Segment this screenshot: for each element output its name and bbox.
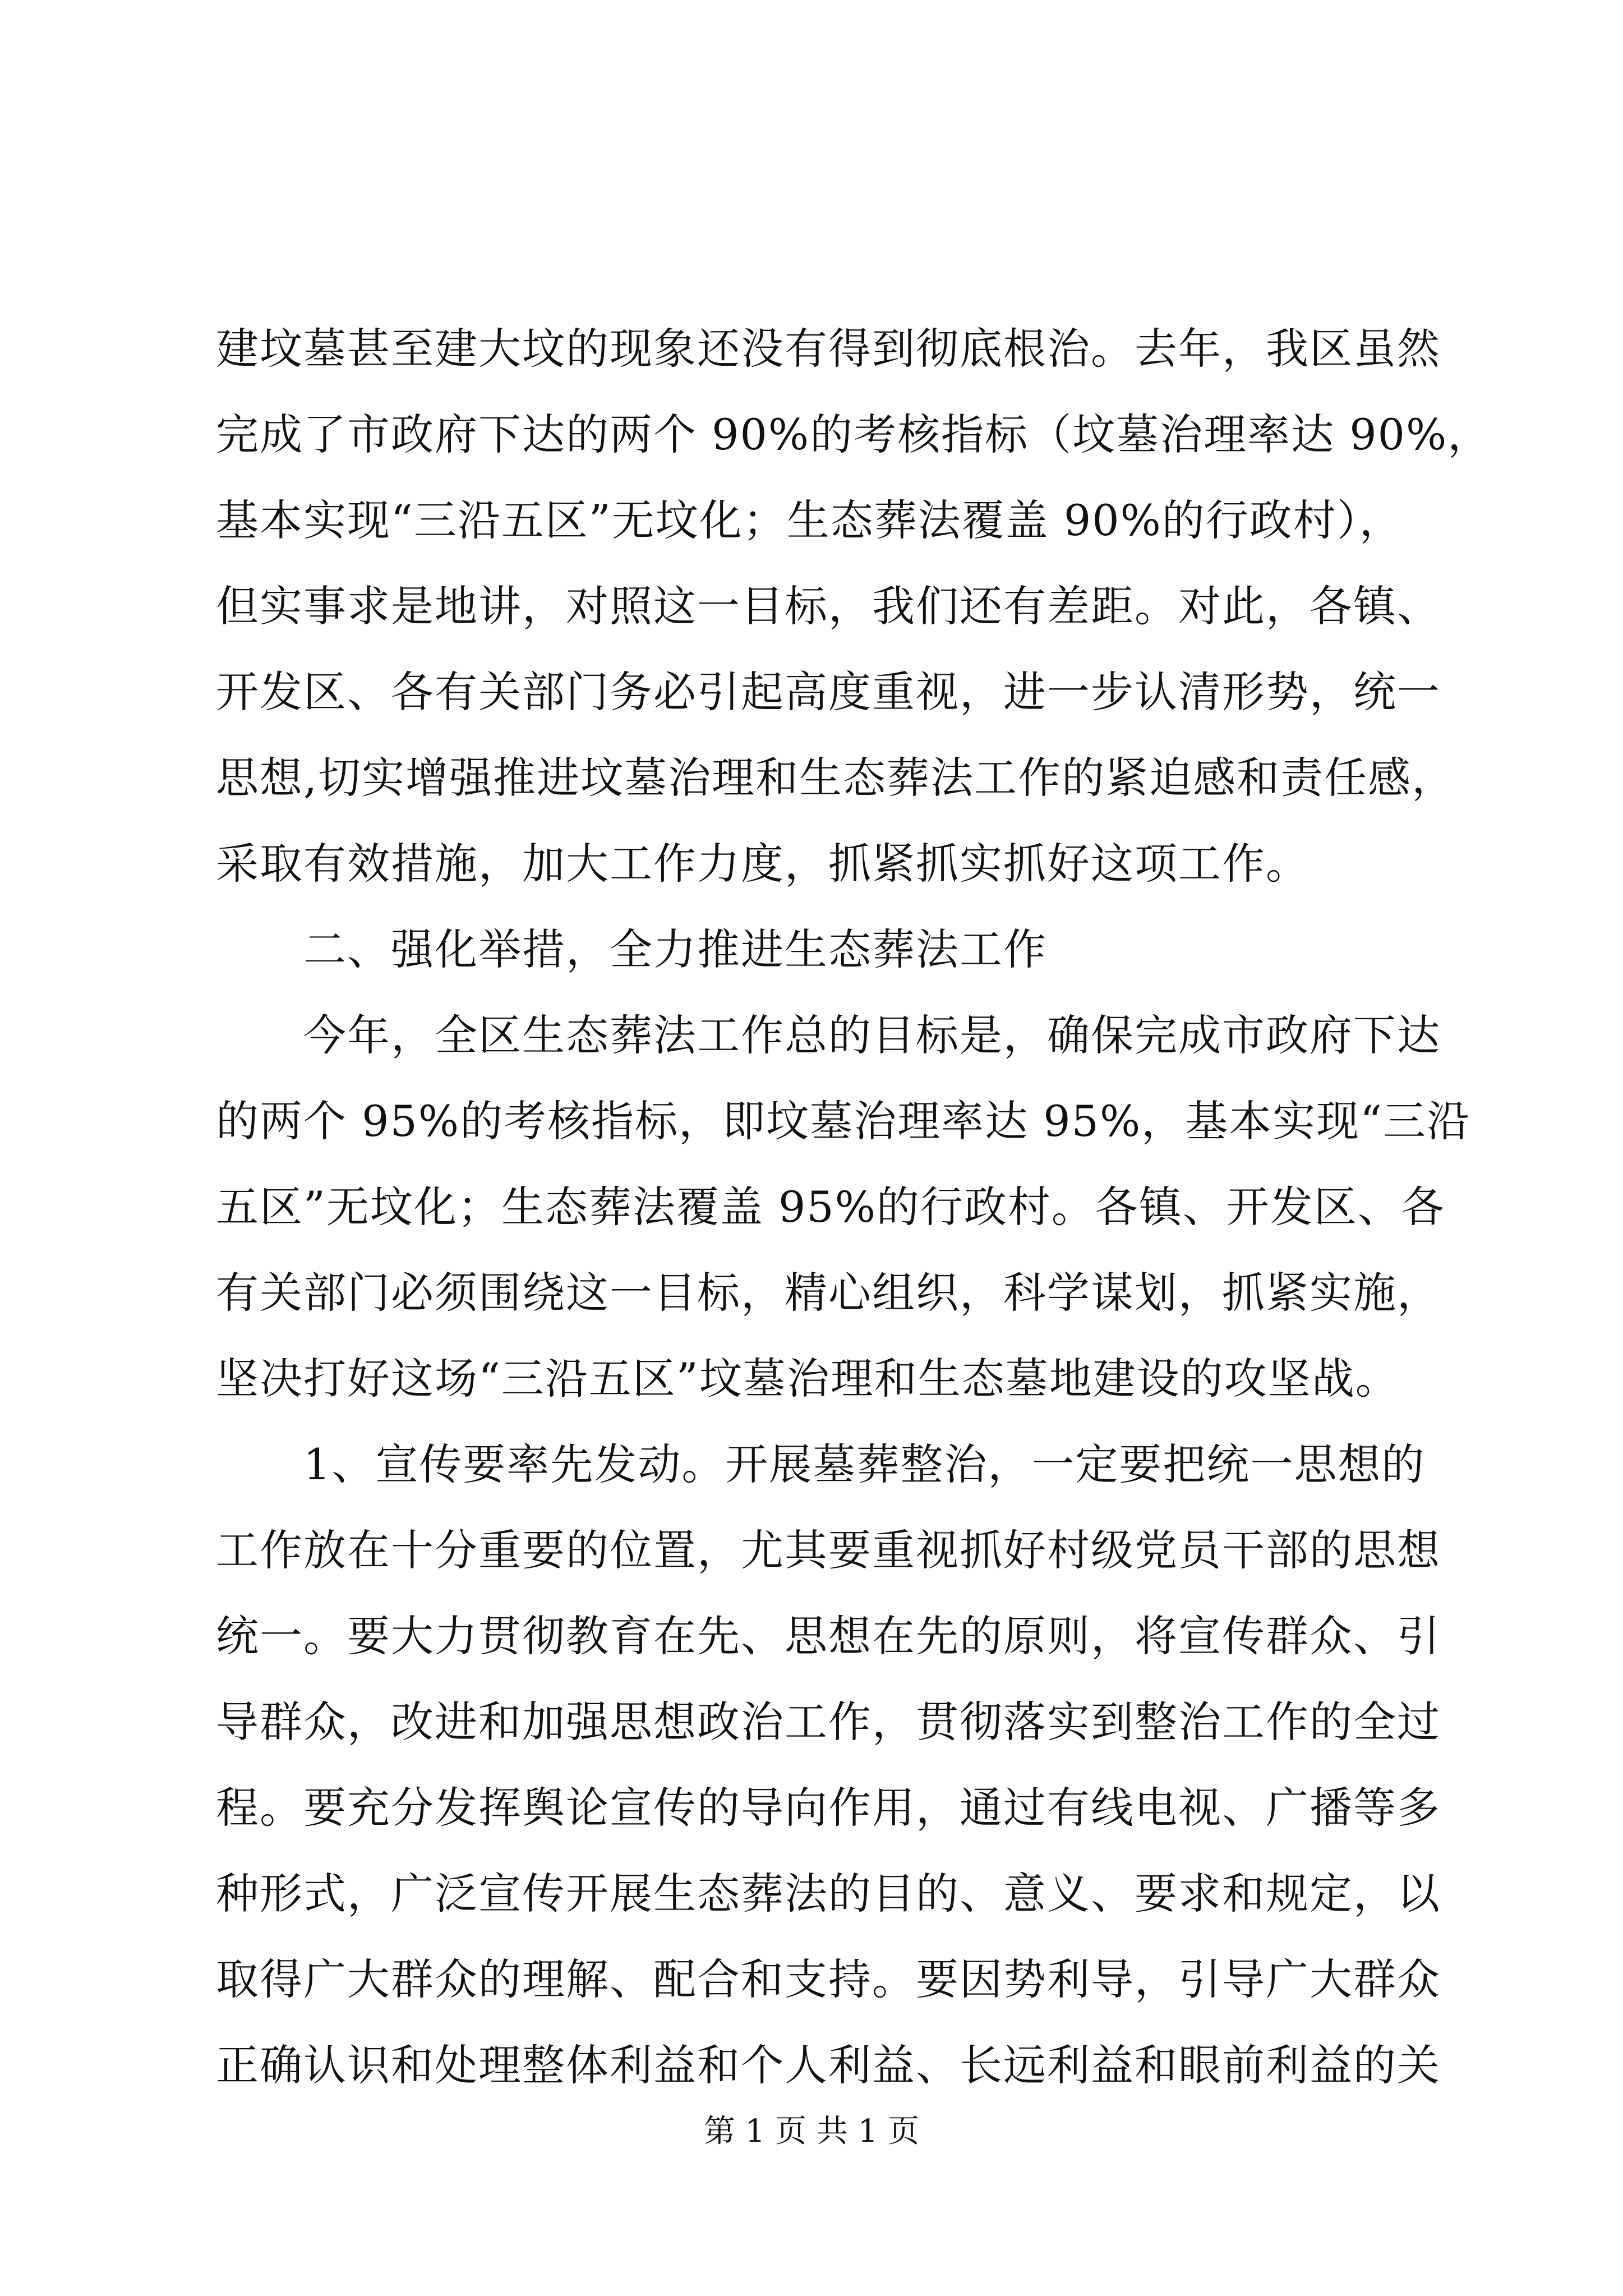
text-line: 种形式，广泛宣传开展生态葬法的目的、意义、要求和规定，以 [216, 1869, 1441, 1918]
text-line: 程。要充分发挥舆论宣传的导向作用，通过有线电视、广播等多 [216, 1783, 1441, 1833]
text-line: 思想,切实增强推进坟墓治理和生态葬法工作的紧迫感和责任感， [216, 753, 1456, 803]
text-line: 完成了市政府下达的两个 90%的考核指标（坟墓治理率达 90%， [216, 409, 1492, 459]
text-line: 基本实现“三沿五区”无坟化；生态葬法覆盖 90%的行政村）， [216, 495, 1403, 545]
text-line: 但实事求是地讲，对照这一目标，我们还有差距。对此，各镇、 [216, 581, 1441, 631]
section-heading: 二、强化举措，全力推进生态葬法工作 [216, 924, 1047, 974]
text-line: 有关部门必须围绕这一目标，精心组织，科学谋划，抓紧实施， [216, 1268, 1441, 1318]
text-line: 今年，全区生态葬法工作总的目标是，确保完成市政府下达 [216, 1010, 1441, 1060]
body-text [216, 306, 1492, 2108]
text-line: 正确认识和处理整体利益和个人利益、长远利益和眼前利益的关 [216, 2040, 1441, 2090]
text-line: 采取有效措施，加大工作力度，抓紧抓实抓好这项工作。 [216, 839, 1310, 889]
text-line: 五区”无坟化；生态葬法覆盖 95%的行政村。各镇、开发区、各 [216, 1182, 1445, 1232]
text-line: 1、宣传要率先发动。开展墓葬整治，一定要把统一思想的 [216, 1439, 1426, 1489]
text-line: 统一。要大力贯彻教育在先、思想在先的原则，将宣传群众、引 [216, 1611, 1441, 1661]
text-line: 工作放在十分重要的位置，尤其要重视抓好村级党员干部的思想 [216, 1525, 1441, 1575]
page-footer: 第 1 页 共 1 页 [703, 2113, 920, 2150]
text-line: 建坟墓甚至建大坟的现象还没有得到彻底根治。去年，我区虽然 [216, 324, 1441, 374]
text-line: 的两个 95%的考核指标，即坟墓治理率达 95%，基本实现“三沿 [216, 1096, 1471, 1146]
text-line: 取得广大群众的理解、配合和支持。要因势利导，引导广大群众 [216, 1954, 1441, 2004]
text-line: 导群众，改进和加强思想政治工作，贯彻落实到整治工作的全过 [216, 1697, 1441, 1747]
text-line: 坚决打好这场“三沿五区”坟墓治理和生态墓地建设的攻坚战。 [216, 1354, 1399, 1404]
text-line: 开发区、各有关部门务必引起高度重视，进一步认清形势，统一 [216, 667, 1441, 717]
